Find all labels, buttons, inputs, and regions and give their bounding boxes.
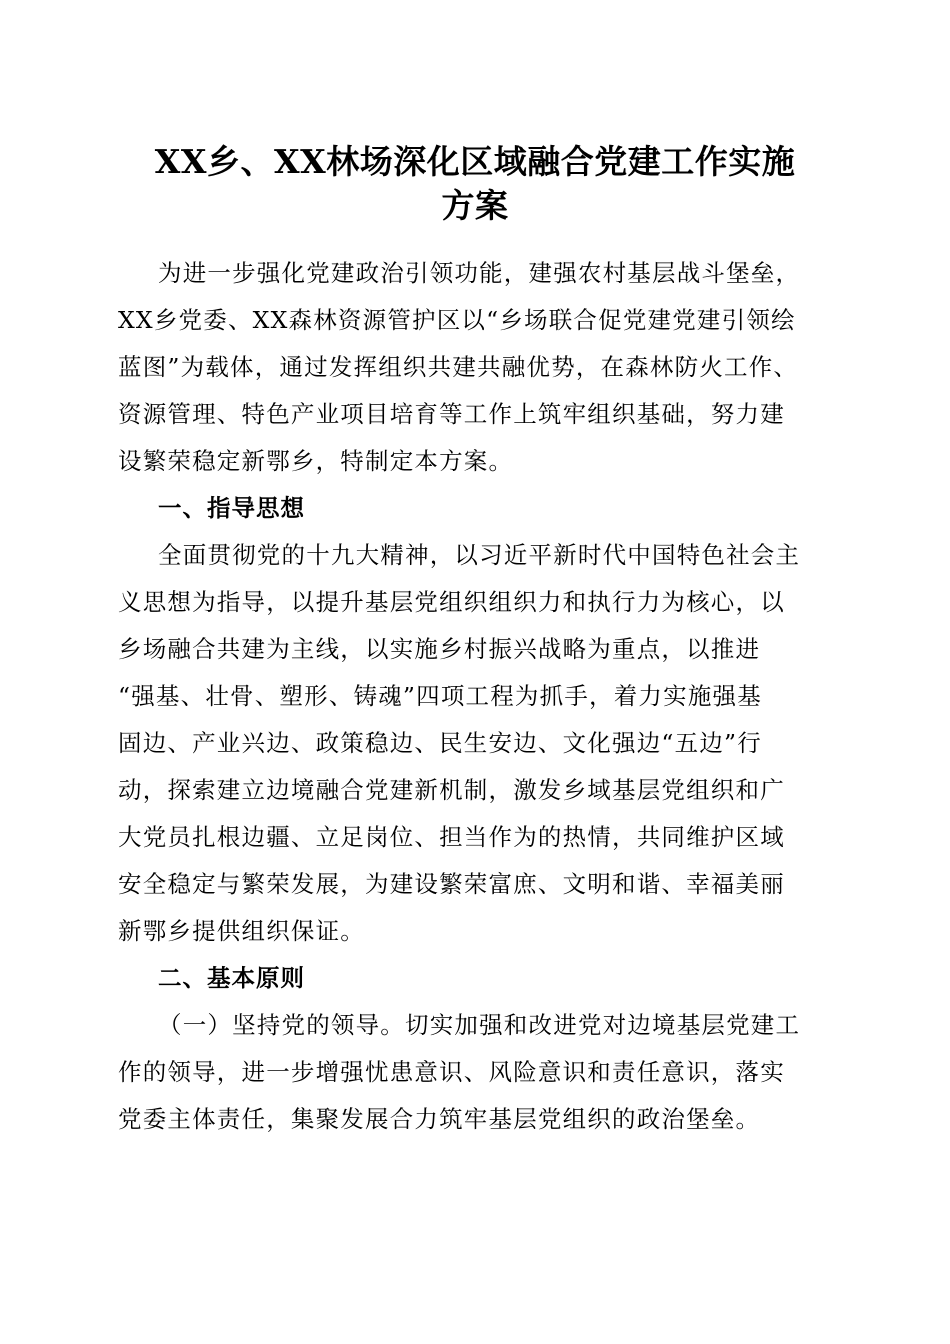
document-title-line-1: XX乡、XX林场深化区域融合党建工作实施 <box>154 142 796 181</box>
section-heading-basic-principles: 二、基本原则 <box>158 964 305 992</box>
section1-line: 新鄂乡提供组织保证。 <box>118 917 365 945</box>
intro-line: 设繁荣稳定新鄂乡，特制定本方案。 <box>118 447 514 475</box>
section2-line: 党委主体责任，集聚发展合力筑牢基层党组织的政治堡垒。 <box>118 1105 761 1133</box>
document-title-line-2: 方案 <box>441 186 509 225</box>
section-heading-guiding-thought: 一、指导思想 <box>158 494 305 522</box>
section1-line: 安全稳定与繁荣发展，为建设繁荣富庶、文明和谐、幸福美丽 <box>118 870 785 898</box>
intro-line: 蓝图”为载体，通过发挥组织共建共融优势，在森林防火工作、 <box>118 353 799 381</box>
section2-line: （一）坚持党的领导。切实加强和改进党对边境基层党建工 <box>158 1011 801 1039</box>
section1-line: 大党员扎根边疆、立足岗位、担当作为的热情，共同维护区域 <box>118 823 785 851</box>
section1-line: 动，探索建立边境融合党建新机制，激发乡域基层党组织和广 <box>118 776 785 804</box>
section1-line: 乡场融合共建为主线，以实施乡村振兴战略为重点，以推进 <box>118 635 761 663</box>
intro-line: 资源管理、特色产业项目培育等工作上筑牢组织基础，努力建 <box>118 400 785 428</box>
section2-line: 作的领导，进一步增强忧患意识、风险意识和责任意识，落实 <box>118 1058 785 1086</box>
intro-line: 为进一步强化党建政治引领功能，建强农村基层战斗堡垒， <box>158 259 801 287</box>
section1-line: 固边、产业兴边、政策稳边、民生安边、文化强边“五边”行 <box>118 729 762 757</box>
document-body <box>118 250 838 1143</box>
section1-line: 义思想为指导，以提升基层党组织组织力和执行力为核心，以 <box>118 588 785 616</box>
section1-line: “强基、壮骨、塑形、铸魂”四项工程为抓手，着力实施强基 <box>118 682 762 710</box>
intro-line: XX乡党委、XX森林资源管护区以“乡场联合促党建党建引领绘 <box>118 306 796 334</box>
section1-line: 全面贯彻党的十九大精神，以习近平新时代中国特色社会主 <box>158 541 801 569</box>
